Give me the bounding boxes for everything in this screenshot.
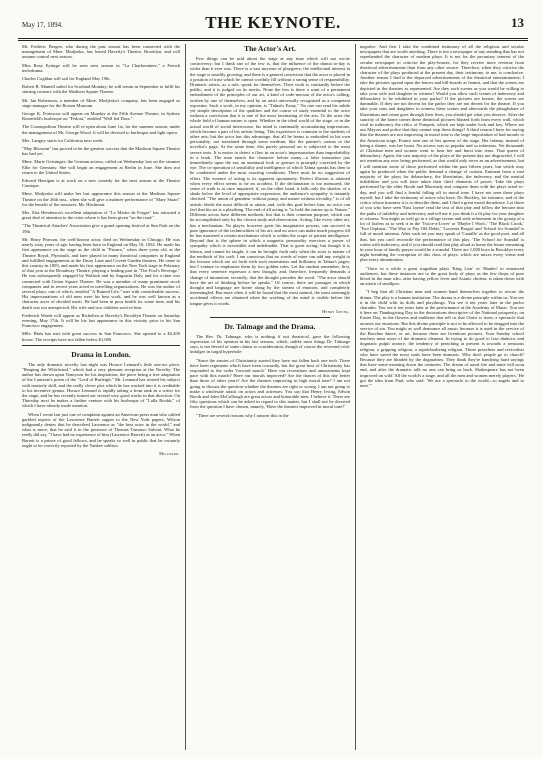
article-paragraph: "Once in a while a great tragedian plays 'King Lear' or 'Hamlet' to entranced audiences, but these instances are to the great body of plays as the few drops of pure blood in the man who, after having yellow fever and Asiatic cholera, is taken down with an attack of smallpox.: [360, 265, 524, 287]
note-paragraph: Mlle. Rhéa has met with great success in San Francisco. She opened to a $2,400 house. The receipts have not fallen below $1,000.: [22, 331, 180, 342]
theatre-notes: [22, 44, 180, 342]
note-paragraph: Mr. Harry Pearson, the well-known actor, died on Wednesday in Chicago. He was nearly sixty years of age, having been born in England on May 10, 1834. He made his first appearance on the stage as the child in "Pizarro," when three years old, at the Theatre Royal, Plymouth, and later played in many theatrical companies in England and fulfilled engagements at the Drury Lane and Covent Garden theatres. He came to this country in 1859, and made his first appearance on the New York stage in February of that year at the Broadway Theatre, playing a leading part in "The Fool's Revenge." He was subsequently engaged by Wallack and by Augustin Daly, and for a time was connected with Union Square Theatre. He was a member of many prominent stock companies and in recent years acted in travelling organizations. He was the author of several plays, one of which, entitled "A Ruined Life," met with considerable success. His impersonations of old men were his best work, and he was well known as a character actor of decided merit. He had been in poor health for some time, and his death was not unexpected. His wife and two children survive him.: [22, 236, 180, 310]
note-paragraph: Robert B. Mantell sailed for Scotland Monday; he will return in September to fulfil his starring contract with the Madison Square Theatre.: [22, 84, 180, 95]
article-paragraph: negative. And first I take the combined testimony of all the religious and secular newspapers that are worth anything. There is not a newspaper of any standing that has not reprehended the character of modern plays. It is not for the pecuniary interest of the secular newspaper to criticise the play-houses, for they receive more revenue from theatrical advertisements than from any other source. Therefore, when they criticise the character of the plays produced at the present day, their testimony, to me, is conclusive. Another reason I find is the depraved advertisements of the theatrical entertainments; I take the pictures spread upon the fences and bill-boards as honest, and that the scenes are depicted in the theatres as represented. Are they such scenes as you would be willing to take your wife and daughter to witness? Would you allow such scenes of indecency and debauchery to be exhibited in your parlor? If the pictures are honest, the scenes are damnable. If they are not decent for the parlor they are not decent for the theatre. If you take your sons and daughters to witness these scenes and afterwards the ploughshare of libertinism and crime goes through their lives, you should get what you deserve. After the sanctity of the home comes these theatrical pictures blasted forth from every wall, which rival in indecency the relics of Pompeii, which are kept under lock and key. Where are our Mayors and police that they cannot stop these things? A third reason I have for saying that the theatres are not improving in moral tone is the large importation of bad morals to the American stage. France sent one of her queens of the stage. Her infamy, instead of being a shame, was her boast. No actress was so popular and so infamous. Yet thousands of Christian men and women went to hear her and burst into tears. That queen of debauchery. Again, the vast majority of the plays of the present day are disgraceful. I will not mention any now being performed, as that would only serve as an advertisement, but I will mention some of those performed within the past fifteen years, but which may again be produced when the public demand a change of curtain. Eminent from a vast majority of the plays for debauchery, the libertinism, the indecency and the marital infidelities and you will have taken their chief elements of power. Take the plays performed by the elder Booth and Macready and compare them with the plays acted to-day, and you will find a fearful falling off in moral tone. I have not seen these plays myself, but I take the testimony of actors who have, Dr. Buckley, for instance, and of the critics whose business it is to describe them, and I find a great moral decadence. Let those of you who have seen 'East Lynne' read the text of that play and follow the heroine into the paths of infidelity and indecency and tell me if you think it a fit play for your daughter to witness. You might as well go to a village tavern and seek refinement in the gossip of a lot of loafers as to seek it in the 'Twice-a-Lover' or 'Maybe I Won't,' 'The Black Crook,' 'Two Orphans,' 'The Way to Pay Old Debts,' 'Lucrezia Borgia' and 'School for Scandal' is full of moral miasma. After such art you may speak of 'Camille' as the good poet, and all that, but you can't reconcile the performance of this play. 'The School for Scandal' is rotten with indecency, and if you should read that play aloud at home the house remaining in your hour of family prayer would be a scandal. There are 1,000 boys in Brooklyn every night breathing the corruption of this class of plays, which are mixes every virtue and plea every abomination.: [360, 44, 524, 263]
columns: [18, 44, 528, 750]
section-divider: [22, 345, 180, 346]
drama-in-london-heading: Drama in London.: [71, 349, 131, 359]
article-paragraph: "There are several reasons why I answer this in the: [196, 412, 289, 418]
drama-signature: Millward.: [159, 451, 180, 456]
actors-art-heading: The Actor's Art.: [244, 44, 296, 53]
article-paragraph: The only dramatic novelty last night was Horace Lennard's little one-act piece, "Reaping the Whirlwind," which had a very pleasant reception at the Novelty. The author has drawn upon Tennyson for his inspiration, the piece being a free adaptation of the Laureate's poem of the "Lord of Burleigh." Mr. Lennard has treated his subject with masterly skill, and the really clever plot which he has worked into it is creditable to his inventive genius. Horace Lennard is rapidly taking a front rank as a writer for the stage, and he has recently turned out several very good works in that direction. On Thursday next he makes a further venture with his burlesque of "Lalla Rookh," of which I have already made mention.: [22, 361, 180, 409]
note-paragraph: George K. Fortescue will appear on Monday at the Fifth Avenue Theatre, in Sydney Rosenfeld's burlesque on "Fedora," entitled "Well fed Dora.": [22, 111, 180, 122]
note-paragraph: Mme. Marie Geistinger, the German actress, called on Wednesday last on the steamer Elbe for Germany. She will begin an engagement at Berlin in June. She does not return to the United States.: [22, 159, 180, 175]
note-paragraph: Mrs. Langtry starts for California next week.: [22, 137, 104, 143]
note-paragraph: "May Blossom" has proved to be the greatest success that the Madison Square Theatre has had yet.: [22, 146, 180, 157]
note-paragraph: Mr. Ian Robertson, a member of Mme. Modjeska's company, has been engaged as stage manager for the Boston Museum.: [22, 97, 180, 108]
note-paragraph: Mrs. Etta Henderson's excellent adaptation of "Le Maitre de Forges" has attracted a great deal of attention to the cities where it has been given "on the road.": [22, 210, 180, 221]
talmage-heading: Dr. Talmage and the Drama.: [224, 321, 316, 331]
article-paragraph: Few things can be said about the stage at any time which will not excite controversy; but I think one of the few is, that the influence of the drama to-day is wider than it ever was. There is a vast increase of playgoers; the intellectual interest in the stage is steadily growing; and there is a general conviction that the actor is placed in a position of trust which he cannot worthily fill without a strong sense of responsibility. Dramatic artists, as a rule, speak for themselves. Their work is constantly before the public, and it is judged on its merits. None the less is there a want of a permanent embodiment of the principles of our art, a kind of code-mecum of the actor's calling, written by one of themselves, and by an artist universally recognized as a competent expositor. Such a work, in my opinion, is "Talma's Essay." No one can read his subtle yet simple description of the qualities and the course of study essential to the actor without a conviction that it is one of the most fascinating of the arts. To the actor the whole field of human nature is open. Whether in the ideal world of the stage, or in the actual world of social intercourse, his mind is continually accumulating impressions, which become a part of his artistic being. This experience is common to the students of other arts; but the actor has this advantage, that all he learns is embodied in his own personality, not translated through some medium, like the painter's canvas or the novelist's page. At the same time, this purely personal art is subjected to the most severe tests. It is easier to detect a flaw in an actor's impersonation than improbability in a book. The man enacts the character before many—a false intonation jars immediately upon the ear, an unnatural look or gesture is promptly corrected by the eye. The co-operation of sensibility and intelligence of which Talma speaks has then to be condensed under the most exacting conditions. There must be no suggestion of effort. The essence of acting is its apparent spontaneity. Perfect illusion is attained when every effect seems to be an accident. If the declamation is too measured, the sense of truth is at once impaired; if, on the other hand, it falls only the shadow of a shade below the level of appropriate expression, the audience's sympathy is instantly checked. "The union of grandeur without pomp, and nature without triviality," is of all artistic ideals the most difficult to attain; and, with this goal before him, no actor can feel that his art is a plaything. The end of all acting is "to hold the mirror up to Nature." Different actors have different methods, but that is their common purpose, which can be accomplished only by the closest study and observation. Acting, like every other art, has a mechanism. No player, however great his imaginative powers, can succeed in pure ignorance of the technicalities of his art; and no actor can make much progress till he has mastered a certain mechanism which is within the scope of patient intelligence. Beyond that is the sphere in which a magnetic personality exercises a power of sympathy which is irresistible and indefinable. That is great acting; but though it is inborn, and cannot be taught, it can be brought forth only when the actor is master of the methods of his craft. I am conscious that no words of mine can add any weight to the lessons which are set forth with such earnestness and brilliancy in Talma's pages; but I venture to emphasize them by two golden rules. Let the student remember, first, that every sentence expresses a new thought, and, therefore, frequently demands a change of intonation; secondly, that the thought precedes the word. "The actor should have the art of thinking before he speaks." Of course, there are passages in which thought and language are borne along by the stream of emotion, and completely intermingled. But more often it will be found that the most natural, the most seemingly accidental effects are obtained when the working of the mind is visible before the tongue gives it words.: [190, 56, 350, 306]
note-paragraph: "The Theatrical Attaches' Association give a grand opening festival at Sim Park on the 19th.: [22, 223, 180, 234]
masthead: [18, 12, 528, 39]
article-paragraph: "I beg that all Christian men and women hand themselves together to rescue the drama. The play is a human institution. The drama is a divine principle within us. You see it in the child with its dolls and playthings. You see it ten years later in the parlor charades. You see it ten years later at the performance at the Academy of Music. You see it here on Thanksgiving Day in the decorations descriptive of the National prosperity; on Easter Day, in the flowers and emblems that tell us that Christ is risen; a spectacle that arouses our emotions. But this divine principle is not to be allowed to be dragged into the service of sin. You might as well denounce all music because it is used in the service of the Bacchus dance, or art, because there are licentious pictures. Your Sunday school teachers must more of the dramatic element. In trying to do good to lose dialectic and dogmatic pulpit oratory; the tendency of preaching at present is towards a sensuous religion, a gripping religion, a sepulchralizing religion. Those preachers and revivalists who have saved the most souls have been dramatic. Why don't people go to church? Because they are blinded by the dogmatism. They think they're bandying hard sayings that have some meaning down the centuries. The dream of naval fire and mine will soon end, and after the dramatic talk no one can bring us back. Shakespeare has not been improved on wild 'All the world's a stage, and all the men and women merely players.' He got the idea from Paul, who said: 'We are a spectacle to the world—to angels and to men.'": [360, 289, 524, 388]
note-paragraph: Miss Rose Eytinge will be seen next season in "La Charbonniere," a French melodrama.: [22, 62, 180, 73]
article-paragraph: "Since the armies of Christianity started they have not fallen back one inch. There have been regiments which have been cowardly, but the great host of Christianity has responded to the order 'forward march.' Have our recreations and amusements kept pace with this march? Have our morals improved? Are the dances of this day better than those of other years? Are the theatres improving in high moral tone? I am not going to discuss the question whether the theatres are right or wrong. I am not going to make a wholesale attack on actors and actresses. You say that Henry Irving, Edwin Booth and John McCullough are great actors and honorable men. I believe it. There are fifty questions which can be asked in regard to this matter, but I shall not be diverted from the question I have chosen, namely, 'Have the theatres improved in moral tone?': [190, 357, 350, 410]
newspaper-page: [18, 12, 528, 752]
actors-art-signature: Henry Irving.: [322, 308, 350, 314]
masthead-rule: [18, 40, 528, 41]
note-paragraph: Mr. Frederic Bergen, who during the past season has been connected with the management of Mme. Modjeska, has leased Haverly's Theatre, Brooklyn, and will assume control next season.: [22, 44, 180, 60]
publication-title: THE KEYNOTE.: [205, 13, 341, 32]
column-2: [190, 44, 350, 750]
issue-date: May 17, 1894.: [22, 21, 63, 29]
article-paragraph: The Rev. Dr. Talmage, who is nothing if not theatrical, gave the following expression of his opinion in his last sermon, which, unlike most things Dr. Talmage says, is not devoid of some claims to consideration, though of course the reverend critic indulges in turgid hyperbole:: [190, 333, 350, 355]
note-paragraph: Charles Coghlan will sail for England May 19th.: [22, 76, 111, 82]
column-1: [22, 44, 180, 750]
column-3: [360, 44, 524, 750]
section-divider: [210, 317, 330, 318]
column-rule: [185, 44, 186, 750]
note-paragraph: Edward Harrigan is at work on a new comedy for the next season at the Theatre Comique.: [22, 178, 180, 189]
article-paragraph: When I wrote last just one of complaint against an American press man who cabled garbled reports of the Lawrence Barrett supper to the New York papers. Wilson indignantly denies that he described Lawrence as "the best actor in the world," and what is more, that he said it in the presence of Thomas Tomasso Salvini. What he really did say, "I have had no experience of him (Lawrence Barrett) as an actor." When Barrett is a prince of good fellows, and he speaks so well in public that he certainly ought to be correctly reported by the Yankee cablists.: [22, 411, 180, 448]
page-number: 13: [511, 15, 524, 30]
note-paragraph: The Cosmopolitan Theatre will re-open about June 1st, for the summer season, under the management of Mr. George Wood. It will be devoted to burlesque and light opera.: [22, 124, 180, 135]
note-paragraph: Mme. Modjeska will make her last appearance this season at the Madison Square Theatre on the 26th inst., when she will give a matinee performance of "Mary Stuart" for the benefit of the treasurer, Mr. Hitchman.: [22, 191, 180, 207]
note-paragraph: Frederick Warde will appear as Richelieu at Haverly's Brooklyn Theatre on Saturday evening, May 17th. It will be his last appearance in this vicinity prior to his San Francisco engagement.: [22, 312, 180, 329]
column-rule: [355, 44, 356, 750]
